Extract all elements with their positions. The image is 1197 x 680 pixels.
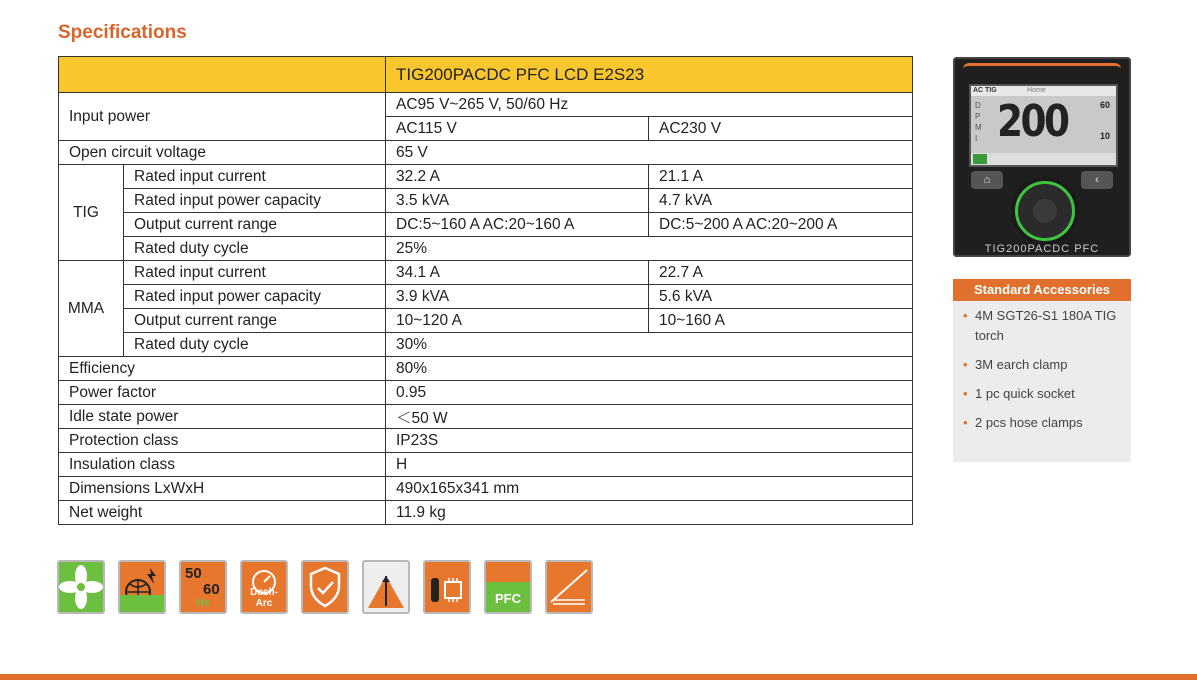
table-row: [59, 357, 913, 381]
lcd-readout-2: 10: [1099, 131, 1110, 141]
cell-value: 3.5 kVA: [386, 189, 649, 213]
protection-shield-icon: [301, 560, 349, 614]
row-label: Power factor: [59, 381, 386, 405]
cell-value: 25%: [386, 237, 913, 261]
fan-icon: [57, 560, 105, 614]
cell-value: DC:5~200 A AC:20~200 A: [649, 213, 913, 237]
spec-table: [58, 56, 913, 525]
row-label: Efficiency: [59, 357, 386, 381]
cell-value: DC:5~160 A AC:20~160 A: [386, 213, 649, 237]
table-row: [59, 453, 913, 477]
row-label: Insulation class: [59, 453, 386, 477]
row-label: Protection class: [59, 429, 386, 453]
row-label: Rated duty cycle: [124, 237, 386, 261]
cell-value: 22.7 A: [649, 261, 913, 285]
row-label: Output current range: [124, 309, 386, 333]
cell-value: AC230 V: [649, 117, 913, 141]
page-title: Specifications: [58, 22, 187, 43]
product-model-label: TIG200PACDC PFC: [984, 243, 1100, 255]
group-label-mma: MMA: [59, 261, 124, 357]
lcd-bottom-bar: [971, 153, 1116, 165]
row-label: Input power: [59, 93, 386, 141]
lcd-screen: [969, 84, 1118, 167]
table-header-row: [59, 57, 913, 93]
group-label-tig: TIG: [59, 165, 124, 261]
icon-text-dash-arc: Dash-Arc: [250, 587, 278, 609]
table-row: [59, 309, 913, 333]
row-label: Output current range: [124, 213, 386, 237]
list-item: • 1 pc quick socket: [963, 384, 1123, 404]
row-label: Net weight: [59, 501, 386, 525]
accessories-list: [953, 301, 1131, 433]
row-label: Rated input current: [124, 165, 386, 189]
cell-value: 0.95: [386, 381, 913, 405]
icon-text-50: 50: [185, 565, 202, 582]
cell-value: H: [386, 453, 913, 477]
cell-value: ＜50 W: [386, 405, 913, 429]
table-row: [59, 93, 913, 117]
lcd-side-item: M: [975, 123, 982, 132]
cell-value: 10~120 A: [386, 309, 649, 333]
cell-value: 5.6 kVA: [649, 285, 913, 309]
lcd-side-menu: [975, 100, 982, 144]
pfc-icon: [484, 560, 532, 614]
cell-value: 65 V: [386, 141, 913, 165]
gas-chip-icon: [423, 560, 471, 614]
cell-value: 80%: [386, 357, 913, 381]
lcd-tab-bar: [971, 86, 1116, 96]
control-knob: [1015, 181, 1075, 241]
table-row: [59, 189, 913, 213]
model-name-cell: TIG200PACDC PFC LCD E2S23: [386, 57, 913, 93]
icon-green-base: [120, 595, 164, 613]
table-row: [59, 501, 913, 525]
row-label: Rated input power capacity: [124, 189, 386, 213]
lcd-side-item: D: [975, 101, 981, 110]
cell-value: 3.9 kVA: [386, 285, 649, 309]
row-label: Idle state power: [59, 405, 386, 429]
cell-value: 34.1 A: [386, 261, 649, 285]
row-label: Rated input current: [124, 261, 386, 285]
list-item: • 4M SGT26-S1 180A TIG torch: [963, 306, 1123, 346]
cell-value: 10~160 A: [649, 309, 913, 333]
global-voltage-icon: [118, 560, 166, 614]
table-row: [59, 213, 913, 237]
table-row: [59, 477, 913, 501]
product-top-rim: [963, 63, 1121, 80]
list-item: • 3M earch clamp: [963, 355, 1123, 375]
dash-arc-icon: [240, 560, 288, 614]
cell-value: 4.7 kVA: [649, 189, 913, 213]
accessories-box: [953, 279, 1131, 462]
header-blank-cell: [59, 57, 386, 93]
lcd-side-item: P: [975, 112, 981, 121]
table-row: [59, 261, 913, 285]
table-row: [59, 165, 913, 189]
list-item: • 2 pcs hose clamps: [963, 413, 1123, 433]
row-label: Rated input power capacity: [124, 285, 386, 309]
lcd-current-value: 200: [997, 96, 1068, 147]
lcd-home-indicator: [973, 154, 987, 164]
cell-value: 30%: [386, 333, 913, 357]
product-image: [953, 57, 1131, 257]
row-label: Dimensions LxWxH: [59, 477, 386, 501]
accessories-title: Standard Accessories: [953, 279, 1131, 301]
table-row: [59, 405, 913, 429]
home-icon: ⌂: [971, 171, 1003, 189]
chevron-left-icon: ‹: [1081, 171, 1113, 189]
table-row: [59, 381, 913, 405]
lcd-tab: Home: [1027, 87, 1046, 94]
row-label: Open circuit voltage: [59, 141, 386, 165]
table-row: [59, 429, 913, 453]
cell-value: 490x165x341 mm: [386, 477, 913, 501]
cell-value: 21.1 A: [649, 165, 913, 189]
lcd-readout-1: 60: [1099, 100, 1110, 110]
cell-value: 11.9 kg: [386, 501, 913, 525]
table-row: [59, 141, 913, 165]
cell-value: 32.2 A: [386, 165, 649, 189]
cell-value: AC115 V: [386, 117, 649, 141]
footer-bar: [0, 674, 1197, 680]
altitude-icon: [362, 560, 410, 614]
lcd-mode: AC TIG: [973, 87, 997, 94]
cable-length-icon: [545, 560, 593, 614]
icon-text-60: 60: [203, 581, 220, 598]
lcd-side-item: I: [975, 134, 978, 143]
row-label: Rated duty cycle: [124, 333, 386, 357]
icon-text-pfc: PFC: [495, 591, 521, 606]
cell-value: AC95 V~265 V, 50/60 Hz: [386, 93, 913, 117]
cell-value: IP23S: [386, 429, 913, 453]
50-60hz-icon: [179, 560, 227, 614]
table-row: [59, 333, 913, 357]
icon-text-hz: Hz: [196, 597, 210, 609]
table-row: [59, 237, 913, 261]
table-row: [59, 285, 913, 309]
